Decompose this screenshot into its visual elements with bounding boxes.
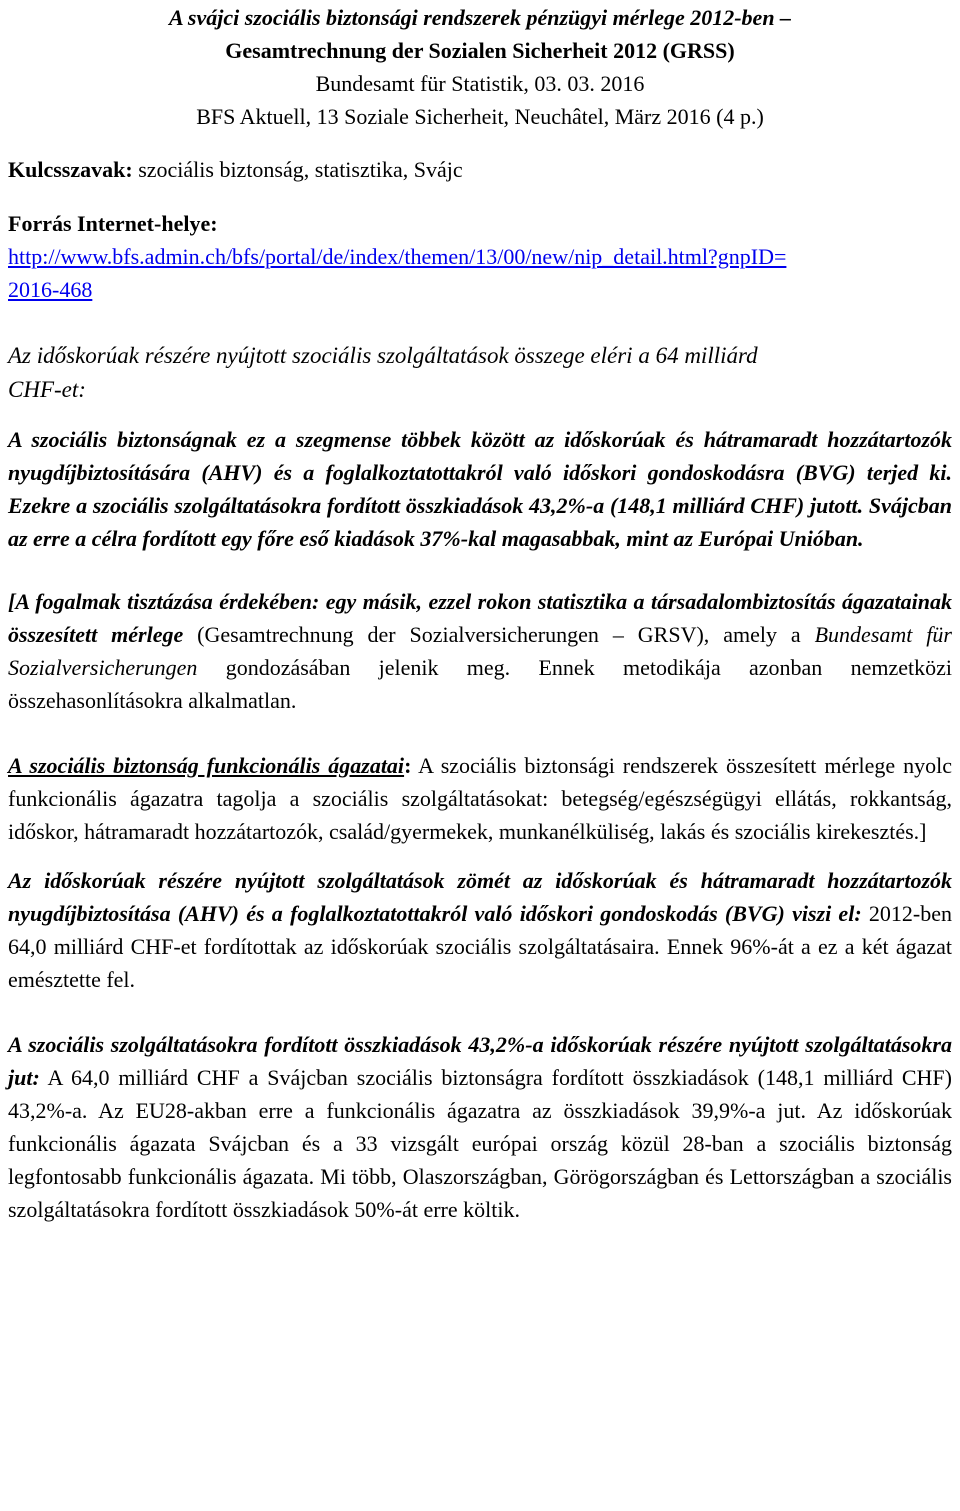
source-url[interactable] bbox=[8, 240, 952, 306]
section-title-line2: CHF-et: bbox=[8, 377, 86, 402]
keywords-label: Kulcsszavak: bbox=[8, 157, 133, 182]
definitions-text-2: gondozásában jelenik meg. Ennek metodikája azonban nemzetközi összehasonlításokra alkalmatlan. bbox=[8, 655, 952, 713]
header-publisher: Bundesamt für Statistik, 03. 03. 2016 bbox=[315, 71, 645, 96]
keywords-value: szociális biztonság, statisztika, Svájc bbox=[132, 157, 463, 182]
elderly-lead: Az időskorúak részére nyújtott szolgáltatások zömét az időskorúak és hátramaradt hozzátartozók nyugdíjbiztosítása (AHV) és a foglalkoztatottakról való időskori gondoskodás (BVG) viszi el: bbox=[8, 868, 952, 926]
source-url-line2[interactable]: 2016-468 bbox=[8, 277, 93, 302]
document-page bbox=[0, 1, 960, 1226]
branches-text: A szociális biztonsági rendszerek összesített mérlege nyolc funkcionális ágazatra tagolja a szociális szolgáltatásokat: betegség/egészségügyi ellátás, rokkantság, időskor, hátramaradt hozzátartozók, család/gyermekek, munkanélküliség, lakás és szociális kirekesztés.] bbox=[8, 753, 952, 844]
definitions-lead: [A fogalmak tisztázása érdekében: egy másik, ezzel rokon statisztika a társadalombiztosítás ágazatainak összesített mérlege bbox=[8, 589, 952, 647]
branches-lead: A szociális biztonság funkcionális ágazatai bbox=[8, 753, 405, 778]
keywords-line bbox=[8, 153, 952, 186]
header-title-hu: A svájci szociális biztonsági rendszerek pénzügyi mérlege 2012-ben – bbox=[168, 5, 792, 30]
section-title bbox=[8, 339, 952, 407]
definitions-agency: Bundesamt für Sozialversicherungen bbox=[8, 622, 952, 680]
document-header bbox=[8, 1, 952, 133]
branches-colon: : bbox=[404, 753, 412, 778]
expenditure-lead: A szociális szolgáltatásokra fordított összkiadások 43,2%-a időskorúak részére nyújtott szolgáltatásokra jut: bbox=[8, 1032, 952, 1090]
paragraph-summary: A szociális biztonságnak ez a szegmense többek között az időskorúak és hátramaradt hozzátartozók nyugdíjbiztosítására (AHV) és a foglalkoztatottakról való időskori gondoskodásra (BVG) terjed ki. Ezekre a szociális szolgáltatásokra fordított összkiadások 43,2%-a (148,1 milliárd CHF) jutott. Svájcban az erre a célra fordított egy főre eső kiadások 37%-kal magasabbak, mint az Európai Unióban. bbox=[8, 427, 952, 551]
paragraph-definitions bbox=[8, 585, 952, 717]
definitions-text-1: (Gesamtrechnung der Sozialversicherungen – GRSV), amely a bbox=[183, 622, 815, 647]
header-title-de: Gesamtrechnung der Sozialen Sicherheit 2012 (GRSS) bbox=[225, 38, 735, 63]
section-title-line1: Az időskorúak részére nyújtott szociális szolgáltatások összege eléri a 64 milliárd bbox=[8, 343, 758, 368]
elderly-text: 2012-ben 64,0 milliárd CHF-et fordítottak az időskorúak szociális szolgáltatásaira. Ennek 96%-át a ez a két ágazat emésztette fel. bbox=[8, 901, 952, 992]
paragraph-expenditure-share bbox=[8, 1028, 952, 1226]
source-block bbox=[8, 207, 952, 306]
paragraph-elderly-services bbox=[8, 864, 952, 996]
header-publication: BFS Aktuell, 13 Soziale Sicherheit, Neuchâtel, März 2016 (4 p.) bbox=[196, 104, 764, 129]
paragraph-functional-branches bbox=[8, 749, 952, 848]
source-label: Forrás Internet-helye: bbox=[8, 211, 218, 236]
expenditure-text: A 64,0 milliárd CHF a Svájcban szociális biztonságra fordított összkiadások (148,1 milliárd CHF) 43,2%-a. Az EU28-akban erre a funkcionális ágazatra az összkiadások 39,9%-a jut. Az időskorúak funkcionális ágazata Svájcban és a 33 vizsgált európai ország közül 28-ban a szociális biztonság legfontosabb funkcionális ágazata. Mi több, Olaszországban, Görögországban és Lettországban a szociális szolgáltatásokra fordított összkiadások 50%-át erre költik. bbox=[8, 1065, 952, 1222]
source-url-line1[interactable]: http://www.bfs.admin.ch/bfs/portal/de/index/themen/13/00/new/nip_detail.html?gnpID= bbox=[8, 244, 787, 269]
